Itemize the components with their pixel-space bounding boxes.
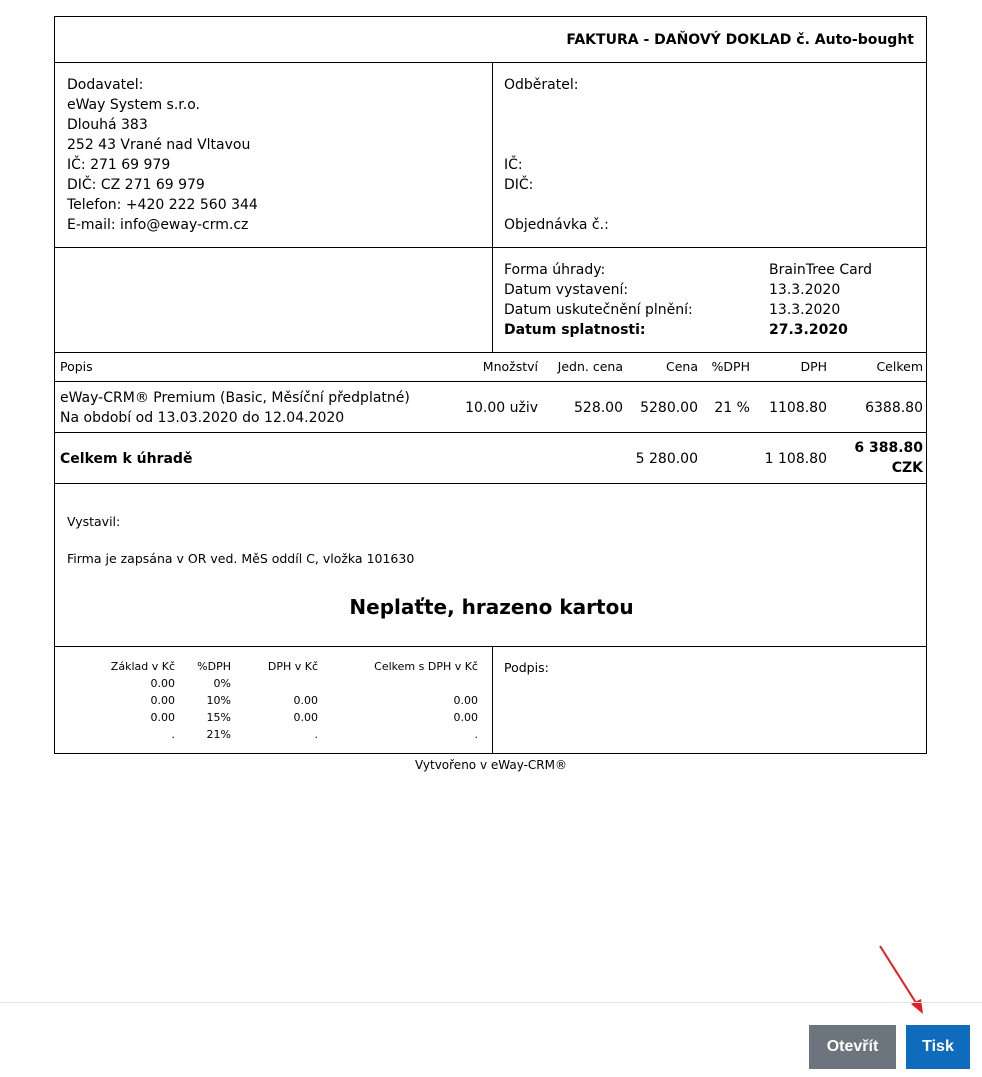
vat-summary-cell: 0.00 [150, 711, 175, 724]
customer-ic: IČ: [504, 157, 523, 173]
customer-order: Objednávka č.: [504, 217, 609, 233]
invoice-document [54, 16, 927, 754]
payment-method-label: Forma úhrady: [504, 262, 606, 278]
vat-summary-cell: 0.00 [293, 711, 318, 724]
payment-notice: Neplaťte, hrazeno kartou [349, 595, 634, 619]
supplier-heading: Dodavatel: [67, 77, 144, 93]
divider [55, 352, 926, 353]
item-vat: 1108.80 [769, 400, 827, 416]
totals-currency: CZK [891, 460, 923, 476]
supplier-block [67, 75, 258, 235]
supplier-city: 252 43 Vrané nad Vltavou [67, 137, 251, 153]
vat-summary-cell: 0.00 [453, 694, 478, 707]
totals-price: 5 280.00 [635, 451, 698, 467]
print-button[interactable]: Tisk [906, 1025, 970, 1069]
item-quantity: 10.00 uživ [465, 400, 538, 416]
supplier-phone: Telefon: +420 222 560 344 [67, 197, 258, 213]
vat-summary-cell: 15% [206, 711, 231, 724]
vat-summary-cell: 0.00 [293, 694, 318, 707]
col-vat-pct: %DPH [711, 359, 750, 374]
divider [55, 381, 926, 382]
customer-heading: Odběratel: [504, 77, 579, 93]
col-price: Cena [665, 359, 698, 374]
vat-summary-cell: 0.00 [150, 694, 175, 707]
invoice-title: FAKTURA - DAŇOVÝ DOKLAD č. Auto-bought [566, 32, 914, 48]
item-unit-price: 528.00 [574, 400, 623, 416]
supplier-ic: IČ: 271 69 979 [67, 157, 171, 173]
item-description-line1: eWay-CRM® Premium (Basic, Měsíční předplatné) [60, 390, 410, 406]
item-total: 6388.80 [865, 400, 923, 416]
item-vat-pct: 21 % [714, 400, 750, 416]
open-button[interactable]: Otevřít [809, 1025, 896, 1069]
supplier-email: E-mail: info@eway-crm.cz [67, 217, 249, 233]
supplier-name: eWay System s.r.o. [67, 97, 200, 113]
registration-note: Firma je zapsána v OR ved. MěS oddíl C, vložka 101630 [67, 551, 415, 566]
item-description-line2: Na období od 13.03.2020 do 12.04.2020 [60, 410, 345, 426]
issued-by: Vystavil: [67, 514, 121, 529]
totals-vat: 1 108.80 [764, 451, 827, 467]
col-vat: DPH [800, 359, 827, 374]
vat-summary-cell: 0.00 [453, 711, 478, 724]
action-bar [0, 1002, 982, 1077]
vat-summary-header: Celkem s DPH v Kč [374, 660, 478, 673]
col-quantity: Množství [482, 359, 538, 374]
totals-amount: 6 388.80 [854, 440, 923, 456]
divider [55, 247, 926, 248]
divider [55, 62, 926, 63]
vat-summary-cell: 0.00 [150, 677, 175, 690]
vat-summary-header: DPH v Kč [267, 660, 318, 673]
divider [55, 432, 926, 433]
due-date-label: Datum splatnosti: [504, 322, 646, 338]
item-price: 5280.00 [640, 400, 698, 416]
col-total: Celkem [876, 359, 923, 374]
divider [492, 62, 493, 352]
col-unit-price: Jedn. cena [557, 359, 623, 374]
vat-summary-header: %DPH [197, 660, 231, 673]
due-date-value: 27.3.2020 [769, 322, 848, 338]
taxable-date-label: Datum uskutečnění plnění: [504, 302, 693, 318]
issued-date-label: Datum vystavení: [504, 282, 629, 298]
taxable-date-value: 13.3.2020 [769, 302, 841, 318]
vat-summary-cell: 0% [213, 677, 231, 690]
created-in-note: Vytvořeno v eWay-CRM® [415, 758, 567, 772]
divider [55, 483, 926, 484]
payment-method-value: BrainTree Card [769, 262, 873, 278]
signature-label: Podpis: [504, 660, 549, 675]
vat-summary-cell: . [314, 728, 318, 741]
vat-summary-header: Základ v Kč [110, 660, 175, 673]
vat-summary-cell: 21% [206, 728, 231, 741]
customer-dic: DIČ: [504, 177, 534, 193]
col-description: Popis [60, 359, 93, 374]
divider [492, 646, 493, 754]
vat-summary-cell: . [474, 728, 478, 741]
divider [55, 646, 926, 647]
totals-label: Celkem k úhradě [60, 451, 193, 467]
vat-summary-cell: 10% [206, 694, 231, 707]
supplier-dic: DIČ: CZ 271 69 979 [67, 177, 205, 193]
supplier-street: Dlouhá 383 [67, 117, 148, 133]
vat-summary-cell: . [171, 728, 175, 741]
issued-date-value: 13.3.2020 [769, 282, 841, 298]
